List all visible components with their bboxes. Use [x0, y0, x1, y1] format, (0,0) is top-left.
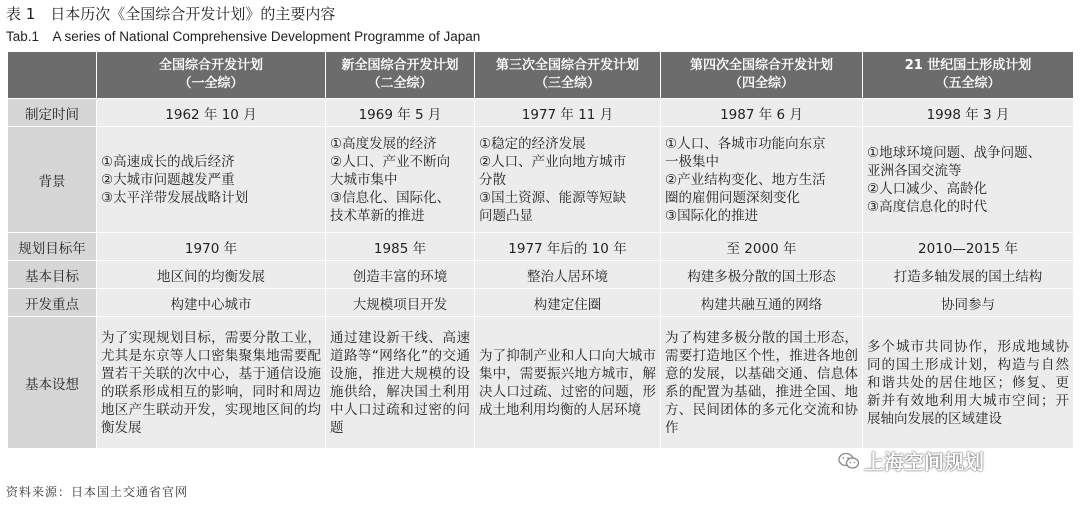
table-cell: 1977 年后的 10 年 [475, 233, 661, 261]
bg-line: ①高速成长的战后经济 [101, 153, 235, 170]
header-plan-3: 第三次全国综合开发计划 （三全综） [475, 52, 661, 99]
row-label: 规划目标年 [8, 233, 97, 261]
bg-line: ②人口减少、高龄化 [867, 180, 988, 197]
table-cell: 1985 年 [326, 233, 475, 261]
table-caption-en: Tab.1 A series of National Comprehensive Development Programme of Japan [6, 29, 481, 44]
table-cell: 大规模项目开发 [326, 289, 475, 317]
table-row-date [8, 99, 1074, 127]
table-header-row [8, 52, 1074, 99]
bg-line: ①稳定的经济发展 [479, 135, 586, 152]
table-cell [863, 127, 1074, 233]
table-cell: 2010—2015 年 [863, 233, 1074, 261]
bg-line: ②人口、产业向地方城市 [479, 153, 627, 170]
bg-line: ③高度信息化的时代 [867, 198, 988, 215]
bg-line: 圈的雇佣问题深刻变化 [665, 189, 800, 206]
table-row-concept [8, 317, 1074, 449]
header-plan-1: 全国综合开发计划 （一全综） [97, 52, 326, 99]
table-row-focus [8, 289, 1074, 317]
table-cell: 1962 年 10 月 [97, 99, 326, 127]
bg-line: ②产业结构变化、地方生活 [665, 171, 826, 188]
wechat-icon [838, 452, 860, 470]
table-cell: 打造多轴发展的国土结构 [863, 261, 1074, 289]
table-cell: 通过建设新干线、高速道路等“网络化”的交通设施，推进大规模的设施供给，解决国土利用中人口过疏和过密的问题 [326, 317, 475, 449]
bg-line: ①高度发展的经济 [330, 135, 437, 152]
bg-line: 分散 [479, 171, 506, 188]
table-caption-zh: 表 1 日本历次《全国综合开发计划》的主要内容 [6, 5, 336, 23]
row-label: 基本设想 [8, 317, 97, 449]
table-cell: 1969 年 5 月 [326, 99, 475, 127]
header-plan-2: 新全国综合开发计划 （二全综） [326, 52, 475, 99]
table-cell [326, 127, 475, 233]
header-plan-4: 第四次全国综合开发计划 （四全综） [661, 52, 863, 99]
table-cell: 为了实现规划目标，需要分散工业，尤其是东京等人口密集聚集地需要配置若干关联的次中心，基于通信设施的联系形成相互的影响，同时和周边地区产生联动开发，实现地区间的均衡发展 [97, 317, 326, 449]
bg-line: 技术革新的推进 [330, 207, 425, 224]
table-cell [475, 127, 661, 233]
bg-line: ③信息化、国际化、 [330, 189, 451, 206]
table-cell: 创造丰富的环境 [326, 261, 475, 289]
bg-line: 问题凸显 [479, 207, 533, 224]
row-label: 基本目标 [8, 261, 97, 289]
table-cell: 1987 年 6 月 [661, 99, 863, 127]
table-cell [661, 127, 863, 233]
bg-line: ②大城市问题越发严重 [101, 171, 235, 188]
table-cell: 构建定住圈 [475, 289, 661, 317]
table-cell: 构建多极分散的国土形态 [661, 261, 863, 289]
table-row-target-year [8, 233, 1074, 261]
table-cell: 至 2000 年 [661, 233, 863, 261]
watermark-text: 上海空间规划 [864, 450, 984, 474]
bg-line: ①地球环境问题、战争问题、 [867, 144, 1042, 161]
bg-line: ①人口、各城市功能向东京 [665, 135, 826, 152]
table-row-basic-goal [8, 261, 1074, 289]
bg-line: ③国土资源、能源等短缺 [479, 189, 627, 206]
table-cell: 1977 年 11 月 [475, 99, 661, 127]
table-cell [97, 127, 326, 233]
table-cell: 多个城市共同协作，形成地域协同的国土形成计划，构造与自然和谐共处的居住地区；修复、更新并有效地利用大城市空间；开展轴向发展的区域建设 [863, 317, 1074, 449]
bg-line: 一极集中 [665, 153, 719, 170]
header-plan-5: 21 世纪国土形成计划 （五全综） [863, 52, 1074, 99]
table-cell: 协同参与 [863, 289, 1074, 317]
row-label: 背景 [8, 127, 97, 233]
table-cell: 为了构建多极分散的国土形态，需要打造地区个性，推进各地创意的发展，以基础交通、信息体系的配置为基础，推进全国、地方、民间团体的多元化交流和协作 [661, 317, 863, 449]
table-cell: 1998 年 3 月 [863, 99, 1074, 127]
table-cell: 1970 年 [97, 233, 326, 261]
bg-line: ②人口、产业不断向 [330, 153, 451, 170]
bg-line: ③太平洋带发展战略计划 [101, 189, 249, 206]
table-cell: 整治人居环境 [475, 261, 661, 289]
bg-line: 大城市集中 [330, 171, 398, 188]
table-row-background [8, 127, 1074, 233]
header-corner [8, 52, 97, 99]
table-cell: 地区间的均衡发展 [97, 261, 326, 289]
table-cell: 构建共融互通的网络 [661, 289, 863, 317]
bg-line: ③国际化的推进 [665, 207, 759, 224]
table-cell: 为了抑制产业和人口向大城市集中，需要振兴地方城市，解决人口过疏、过密的问题，形成土地利用均衡的人居环境 [475, 317, 661, 449]
watermark [838, 446, 984, 475]
row-label: 开发重点 [8, 289, 97, 317]
row-label: 制定时间 [8, 99, 97, 127]
bg-line: 亚洲各国交流等 [867, 162, 962, 179]
table-cell: 构建中心城市 [97, 289, 326, 317]
plans-table [7, 51, 1074, 449]
source-note: 资料来源：日本国土交通省官网 [6, 485, 189, 499]
